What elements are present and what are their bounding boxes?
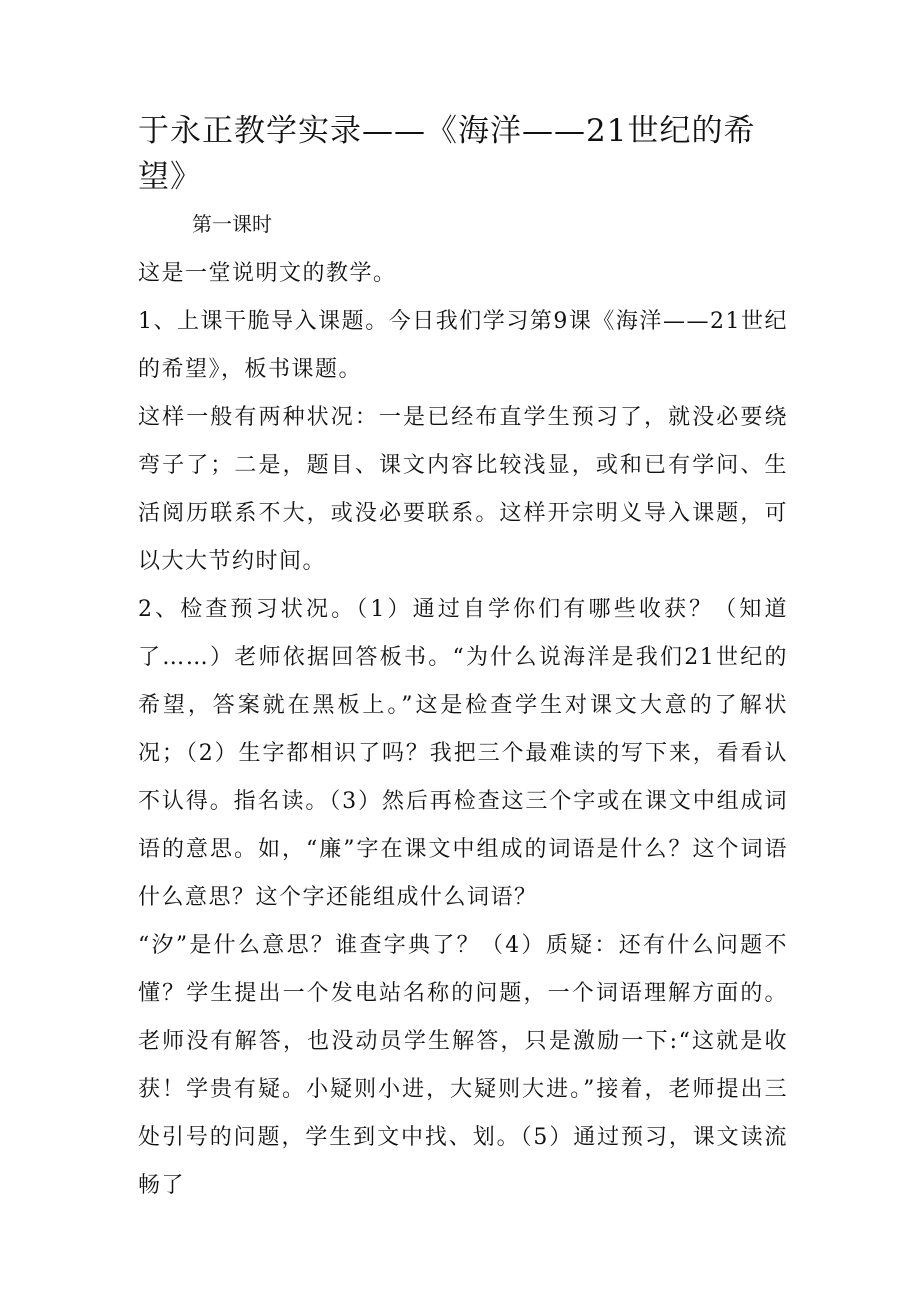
paragraph-intro: 这是一堂说明文的教学。 bbox=[138, 261, 397, 286]
paragraph-step2: 2、检查预习状况。（1）通过自学你们有哪些收获？（知道了……）老师依据回答板书。“为什么说海洋是我们21世纪的希望，答案就在黑板上。”这是检查学生对课文大意的了解状况；（2）生字都相识了吗？我把三个最难读的写下来，看看认不认得。指名读。（3）然后再检查这三个字或在课文中组成词语的意思。如，“廉”字在课文中组成的词语是什么？这个词语什么意思？这个字还能组成什么词语？ bbox=[138, 597, 788, 910]
paragraph-explain1: 这样一般有两种状况：一是已经布直学生预习了，就没必要绕弯子了；二是，题目、课文内容比较浅显，或和已有学问、生活阅历联系不大，或没必要联系。这样开宗明义导入课题，可以大大节约时间。 bbox=[138, 405, 788, 574]
paragraph-step2-continued: “汐”是什么意思？谁查字典了？（4）质疑：还有什么问题不懂？学生提出一个发电站名称的问题，一个词语理解方面的。老师没有解答，也没动员学生解答，只是激励一下:“这就是收获！学贵有疑。小疑则小进，大疑则大进。”接着，老师提出三处引号的问题，学生到文中找、划。（5）通过预习，课文读流畅了 bbox=[138, 933, 788, 1198]
paragraph-step1: 1、上课干脆导入课题。今日我们学习第9课《海洋——21世纪的希望》，板书课题。 bbox=[138, 309, 788, 382]
lesson-label: 第一课时 bbox=[192, 212, 272, 236]
document-title: 于永正教学实录——《海洋——21世纪的希望》 bbox=[138, 113, 756, 195]
